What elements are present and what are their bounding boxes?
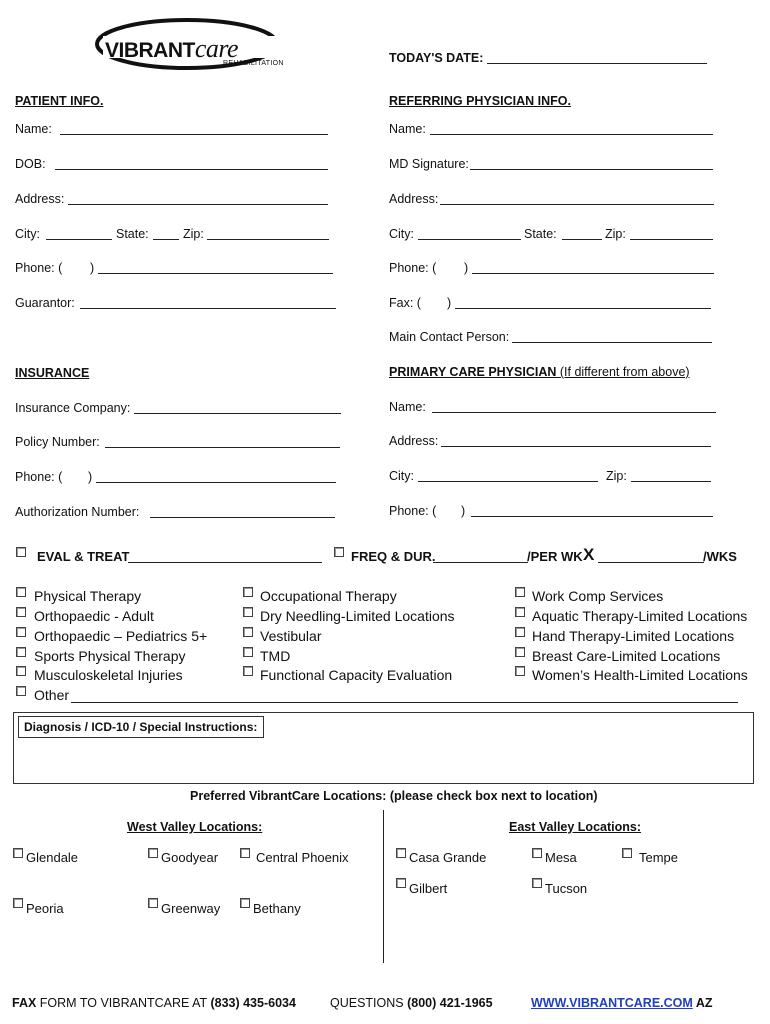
patient-address-label: Address:	[15, 192, 65, 206]
service-womens-health-checkbox[interactable]	[515, 666, 525, 676]
service-hand-therapy-checkbox[interactable]	[515, 627, 525, 637]
eval-treat-label: EVAL & TREAT	[37, 549, 130, 564]
patient-dob-field[interactable]	[55, 169, 328, 170]
primary-care-heading	[389, 365, 690, 379]
service-work-comp: Work Comp Services	[532, 588, 664, 604]
footer-fax-number: (833) 435-6034	[210, 996, 296, 1010]
service-sports-physical-therapy: Sports Physical Therapy	[34, 648, 186, 664]
locations-title: Preferred VibrantCare Locations: (please check box next to location)	[190, 789, 598, 803]
patient-info-heading: PATIENT INFO.	[15, 94, 104, 108]
primary-care-note: (If different from above)	[559, 365, 690, 379]
patient-name-field[interactable]	[60, 134, 328, 135]
locations-divider	[383, 810, 384, 963]
patient-guarantor-label: Guarantor:	[15, 296, 75, 310]
referring-name-label: Name:	[389, 122, 426, 136]
location-gilbert-checkbox[interactable]	[396, 878, 406, 888]
patient-phone-close: )	[90, 261, 95, 275]
referring-phone-field[interactable]	[472, 273, 714, 274]
service-sports-physical-therapy-checkbox[interactable]	[16, 647, 26, 657]
primary-care-zip-label: Zip:	[606, 469, 627, 483]
diagnosis-label-box	[18, 716, 264, 738]
service-functional-capacity-checkbox[interactable]	[243, 666, 253, 676]
location-peoria-checkbox[interactable]	[13, 898, 23, 908]
location-tucson: Tucson	[545, 881, 588, 896]
location-goodyear: Goodyear	[161, 850, 219, 865]
service-physical-therapy: Physical Therapy	[34, 588, 142, 604]
referring-zip-field[interactable]	[630, 239, 713, 240]
service-physical-therapy-checkbox[interactable]	[16, 587, 26, 597]
insurance-heading: INSURANCE	[15, 366, 90, 380]
patient-name-label: Name:	[15, 122, 52, 136]
patient-phone-label: Phone: (	[15, 261, 63, 275]
referring-fax-close: )	[447, 296, 452, 310]
location-casa-grande-checkbox[interactable]	[396, 848, 406, 858]
insurance-phone-label: Phone: (	[15, 470, 63, 484]
wks-label: /WKS	[703, 549, 737, 564]
service-occupational-therapy: Occupational Therapy	[260, 588, 397, 604]
insurance-policy-label: Policy Number:	[15, 435, 100, 449]
primary-care-city-field[interactable]	[418, 481, 598, 482]
freq-dur-checkbox[interactable]	[334, 547, 344, 557]
patient-guarantor-field[interactable]	[80, 308, 336, 309]
location-tempe: Tempe	[639, 850, 679, 865]
primary-care-name-field[interactable]	[432, 412, 716, 413]
primary-care-zip-field[interactable]	[631, 481, 711, 482]
location-tucson-checkbox[interactable]	[532, 878, 542, 888]
patient-city-label: City:	[15, 227, 40, 241]
referring-phone-close: )	[464, 261, 469, 275]
service-aquatic-therapy-checkbox[interactable]	[515, 607, 525, 617]
service-tmd: TMD	[260, 648, 291, 664]
referring-state-field[interactable]	[562, 239, 602, 240]
location-glendale-checkbox[interactable]	[13, 848, 23, 858]
referring-heading: REFERRING PHYSICIAN INFO.	[389, 94, 571, 108]
location-mesa-checkbox[interactable]	[532, 848, 542, 858]
times-x-label: X	[583, 545, 595, 564]
service-orthopaedic-adult-checkbox[interactable]	[16, 607, 26, 617]
footer-questions-number: (800) 421-1965	[407, 996, 493, 1010]
service-other-field[interactable]	[71, 702, 738, 703]
location-central-phoenix: Central Phoenix	[256, 850, 349, 865]
service-orthopaedic-pediatrics: Orthopaedic – Pediatrics 5+	[34, 628, 208, 644]
location-mesa: Mesa	[545, 850, 577, 865]
referring-fax-label: Fax: (	[389, 296, 421, 310]
service-breast-care: Breast Care-Limited Locations	[532, 648, 721, 664]
primary-care-city-label: City:	[389, 469, 414, 483]
service-occupational-therapy-checkbox[interactable]	[243, 587, 253, 597]
logo-brand: VIBRANTcare	[105, 34, 239, 63]
location-gilbert: Gilbert	[409, 881, 448, 896]
eval-treat-field[interactable]	[128, 562, 322, 563]
service-vestibular: Vestibular	[260, 628, 322, 644]
location-tempe-checkbox[interactable]	[622, 848, 632, 858]
patient-phone-field[interactable]	[98, 273, 333, 274]
logo-subtitle: REHABILITATION	[223, 60, 284, 67]
referring-zip-label: Zip:	[605, 227, 626, 241]
west-valley-heading: West Valley Locations:	[127, 820, 263, 834]
diagnosis-label: Diagnosis / ICD-10 / Special Instructions:	[24, 720, 258, 734]
primary-care-name-label: Name:	[389, 400, 426, 414]
freq-per-wk-field[interactable]	[433, 562, 528, 563]
service-hand-therapy: Hand Therapy-Limited Locations	[532, 628, 735, 644]
service-vestibular-checkbox[interactable]	[243, 627, 253, 637]
service-functional-capacity: Functional Capacity Evaluation	[260, 667, 453, 683]
todays-date-label: TODAY'S DATE:	[389, 51, 484, 65]
per-wk-label: /PER WK	[527, 549, 583, 564]
duration-wks-field[interactable]	[598, 562, 704, 563]
footer-website-group	[531, 996, 712, 1010]
referring-name-field[interactable]	[430, 134, 713, 135]
patient-zip-field[interactable]	[207, 239, 329, 240]
patient-zip-label: Zip:	[183, 227, 204, 241]
insurance-policy-field[interactable]	[105, 447, 340, 448]
eval-treat-checkbox[interactable]	[16, 547, 26, 557]
service-musculoskeletal-checkbox[interactable]	[16, 666, 26, 676]
service-orthopaedic-adult: Orthopaedic - Adult	[34, 608, 154, 624]
referring-address-field[interactable]	[440, 204, 714, 205]
location-greenway-checkbox[interactable]	[148, 898, 158, 908]
referring-fax-field[interactable]	[455, 308, 711, 309]
primary-care-address-field[interactable]	[441, 446, 711, 447]
location-bethany-checkbox[interactable]	[240, 898, 250, 908]
location-glendale: Glendale	[26, 850, 79, 865]
referring-state-label: State:	[524, 227, 557, 241]
footer-state: AZ	[695, 996, 713, 1010]
footer-fax-text: FORM TO VIBRANTCARE AT	[39, 996, 207, 1010]
referring-md-signature-label: MD Signature:	[389, 157, 469, 171]
service-breast-care-checkbox[interactable]	[515, 647, 525, 657]
location-goodyear-checkbox[interactable]	[148, 848, 158, 858]
insurance-authorization-label: Authorization Number:	[15, 505, 140, 519]
location-peoria: Peoria	[26, 901, 64, 916]
primary-care-phone-field[interactable]	[471, 516, 713, 517]
east-valley-heading: East Valley Locations:	[509, 820, 641, 834]
primary-care-phone-close: )	[461, 504, 466, 518]
footer-questions-text: QUESTIONS	[330, 996, 404, 1010]
service-work-comp-checkbox[interactable]	[515, 587, 525, 597]
referring-main-contact-label: Main Contact Person:	[389, 330, 510, 344]
freq-dur-label: FREQ & DUR.	[351, 549, 436, 564]
patient-state-field[interactable]	[153, 239, 179, 240]
insurance-phone-field[interactable]	[96, 482, 336, 483]
patient-address-field[interactable]	[68, 204, 328, 205]
location-casa-grande: Casa Grande	[409, 850, 487, 865]
primary-care-phone-label: Phone: (	[389, 504, 437, 518]
service-orthopaedic-pediatrics-checkbox[interactable]	[16, 627, 26, 637]
location-bethany: Bethany	[253, 901, 301, 916]
location-greenway: Greenway	[161, 901, 221, 916]
referring-phone-label: Phone: (	[389, 261, 437, 275]
service-other: Other	[34, 687, 70, 703]
service-dry-needling: Dry Needling-Limited Locations	[260, 608, 455, 624]
insurance-authorization-field[interactable]	[150, 517, 335, 518]
service-dry-needling-checkbox[interactable]	[243, 607, 253, 617]
service-womens-health: Women’s Health-Limited Locations	[532, 667, 748, 683]
service-tmd-checkbox[interactable]	[243, 647, 253, 657]
referring-md-signature-field[interactable]	[470, 169, 713, 170]
primary-care-address-label: Address:	[389, 434, 439, 448]
footer-fax-word: FAX	[12, 996, 37, 1010]
insurance-company-label: Insurance Company:	[15, 401, 131, 415]
location-central-phoenix-checkbox[interactable]	[240, 848, 250, 858]
referring-city-label: City:	[389, 227, 414, 241]
patient-state-label: State:	[116, 227, 149, 241]
insurance-phone-close: )	[88, 470, 93, 484]
footer-website-link[interactable]: WWW.VIBRANTCARE.COM	[531, 996, 693, 1010]
referring-city-field[interactable]	[418, 239, 521, 240]
primary-care-heading-text: PRIMARY CARE PHYSICIAN	[389, 365, 557, 379]
insurance-company-field[interactable]	[134, 413, 341, 414]
service-musculoskeletal: Musculoskeletal Injuries	[34, 667, 183, 683]
footer-fax	[12, 996, 296, 1010]
patient-dob-label: DOB:	[15, 157, 46, 171]
footer-questions	[330, 996, 493, 1010]
patient-city-field[interactable]	[46, 239, 112, 240]
todays-date-field[interactable]	[487, 63, 707, 64]
referring-address-label: Address:	[389, 192, 439, 206]
service-aquatic-therapy: Aquatic Therapy-Limited Locations	[532, 608, 748, 624]
referring-main-contact-field[interactable]	[512, 342, 712, 343]
service-other-checkbox[interactable]	[16, 686, 26, 696]
logo	[95, 16, 295, 74]
